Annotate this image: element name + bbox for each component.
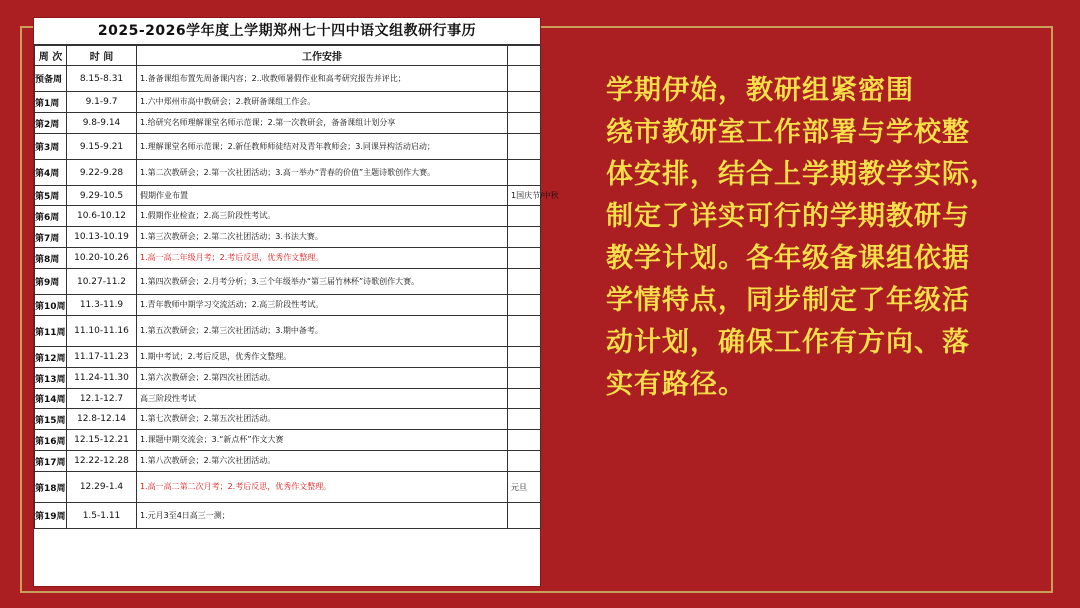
week-cell: 第10周	[35, 295, 67, 316]
note-cell	[508, 66, 541, 92]
date-cell: 10.27-11.2	[67, 269, 137, 295]
schedule-sheet-image	[34, 18, 559, 586]
date-cell: 12.15-12.21	[67, 430, 137, 451]
table-row	[35, 409, 541, 430]
note-cell	[508, 160, 541, 186]
week-cell: 第13周	[35, 368, 67, 389]
date-cell: 10.6-10.12	[67, 206, 137, 227]
task-cell: 1.高一高二第二次月考；2.考后反思，优秀作文整理。	[137, 472, 508, 503]
table-row	[35, 389, 541, 409]
week-cell: 第18周	[35, 472, 67, 503]
task-cell: 假期作业布置	[137, 186, 508, 206]
week-cell: 第19周	[35, 503, 67, 529]
header-task: 工作安排	[137, 46, 508, 66]
date-cell: 12.8-12.14	[67, 409, 137, 430]
date-cell: 11.17-11.23	[67, 347, 137, 368]
task-cell: 1.理解课堂名师示范课；2.新任教师师徒结对及青年教师会；3.同课异构活动启动；	[137, 134, 508, 160]
date-cell: 9.22-9.28	[67, 160, 137, 186]
week-cell: 第14周	[35, 389, 67, 409]
table-row	[35, 347, 541, 368]
table-row	[35, 134, 541, 160]
date-cell: 11.24-11.30	[67, 368, 137, 389]
week-cell: 第17周	[35, 451, 67, 472]
note-cell	[508, 503, 541, 529]
week-cell: 第4周	[35, 160, 67, 186]
task-cell: 1.第八次教研会；2.第六次社团活动。	[137, 451, 508, 472]
note-cell	[508, 430, 541, 451]
paragraph-line: 学期伊始，教研组紧密围	[606, 75, 914, 106]
week-cell: 第5周	[35, 186, 67, 206]
paragraph-line: 体安排，结合上学期教学实际，	[606, 159, 998, 190]
note-cell	[508, 451, 541, 472]
note-cell	[508, 134, 541, 160]
note-cell	[508, 206, 541, 227]
date-cell: 10.13-10.19	[67, 227, 137, 248]
week-cell: 第3周	[35, 134, 67, 160]
task-cell: 1.第三次教研会；2.第二次社团活动；3.书法大赛。	[137, 227, 508, 248]
task-cell: 高三阶段性考试	[137, 389, 508, 409]
date-cell: 1.5-1.11	[67, 503, 137, 529]
note-cell	[508, 316, 541, 347]
note-cell	[508, 295, 541, 316]
task-cell: 1.青年教师中期学习交流活动；2.高三阶段性考试。	[137, 295, 508, 316]
week-cell: 第8周	[35, 248, 67, 269]
note-cell: 元旦	[508, 472, 541, 503]
date-cell: 9.29-10.5	[67, 186, 137, 206]
task-cell: 1.第七次教研会；2.第五次社团活动。	[137, 409, 508, 430]
task-cell: 1.第五次教研会；2.第三次社团活动；3.期中备考。	[137, 316, 508, 347]
date-cell: 9.8-9.14	[67, 113, 137, 134]
date-cell: 10.20-10.26	[67, 248, 137, 269]
date-cell: 12.29-1.4	[67, 472, 137, 503]
date-cell: 8.15-8.31	[67, 66, 137, 92]
task-cell: 1.元月3至4日高三一测；	[137, 503, 508, 529]
week-cell: 第12周	[35, 347, 67, 368]
paragraph-line: 绕市教研室工作部署与学校整	[606, 117, 970, 148]
table-row	[35, 295, 541, 316]
task-cell: 1.高一高二年级月考；2.考后反思，优秀作文整理。	[137, 248, 508, 269]
note-cell	[508, 227, 541, 248]
task-cell: 1.第二次教研会；2.第一次社团活动；3.高一举办“青春的价值”主题诗歌创作大赛。	[137, 160, 508, 186]
date-cell: 11.3-11.9	[67, 295, 137, 316]
week-cell: 第1周	[35, 92, 67, 113]
header-note	[508, 46, 541, 66]
header-week: 周 次	[35, 46, 67, 66]
table-row	[35, 269, 541, 295]
table-header-row	[35, 46, 541, 66]
table-row	[35, 113, 541, 134]
week-cell: 第6周	[35, 206, 67, 227]
task-cell: 1.第六次教研会；2.第四次社团活动。	[137, 368, 508, 389]
task-cell: 1.第四次教研会；2.月考分析；3.三个年级举办“第三届竹林杯”诗歌创作大赛。	[137, 269, 508, 295]
week-cell: 第11周	[35, 316, 67, 347]
task-cell: 1.备备课组布置先周备课内容；2..收教师暑假作业和高考研究报告并评比；	[137, 66, 508, 92]
date-cell: 12.22-12.28	[67, 451, 137, 472]
table-row	[35, 503, 541, 529]
table-row	[35, 248, 541, 269]
paragraph-line: 学情特点，同步制定了年级活	[606, 285, 970, 316]
schedule-table	[34, 45, 559, 529]
table-row	[35, 430, 541, 451]
note-cell	[508, 389, 541, 409]
table-row	[35, 472, 541, 503]
paragraph-line: 动计划，确保工作有方向、落	[606, 327, 970, 358]
date-cell: 12.1-12.7	[67, 389, 137, 409]
note-cell	[508, 368, 541, 389]
note-cell	[508, 113, 541, 134]
table-body	[35, 66, 559, 529]
date-cell: 9.15-9.21	[67, 134, 137, 160]
week-cell: 第9周	[35, 269, 67, 295]
table-row	[35, 92, 541, 113]
task-cell: 1.期中考试；2.考后反思，优秀作文整理。	[137, 347, 508, 368]
week-cell: 第2周	[35, 113, 67, 134]
note-cell	[508, 347, 541, 368]
table-row	[35, 368, 541, 389]
table-row	[35, 66, 541, 92]
task-cell: 1.六中郑州市高中教研会；2.教研备课组工作会。	[137, 92, 508, 113]
week-cell: 第16周	[35, 430, 67, 451]
date-cell: 9.1-9.7	[67, 92, 137, 113]
week-cell: 预备周	[35, 66, 67, 92]
task-cell: 1.给研究名师理解课堂名师示范课；2.第一次教研会，备备课组计划分享	[137, 113, 508, 134]
paragraph-line: 实有路径。	[606, 369, 746, 400]
week-cell: 第15周	[35, 409, 67, 430]
sheet-title: 2025-2026学年度上学期郑州七十四中语文组教研行事历	[34, 18, 540, 45]
table-row	[35, 160, 541, 186]
date-cell: 11.10-11.16	[67, 316, 137, 347]
note-cell	[508, 269, 541, 295]
table-row	[35, 227, 541, 248]
task-cell: 1.假期作业检查；2.高三阶段性考试。	[137, 206, 508, 227]
week-cell: 第7周	[35, 227, 67, 248]
table-row	[35, 206, 541, 227]
header-date: 时 间	[67, 46, 137, 66]
note-cell	[508, 92, 541, 113]
task-cell: 1.课题中期交流会；3.“新点杯”作文大赛	[137, 430, 508, 451]
table-row	[35, 451, 541, 472]
note-cell: 1国庆节/中秋	[508, 186, 541, 206]
table-row	[35, 316, 541, 347]
paragraph-line: 教学计划。各年级备课组依据	[606, 243, 970, 274]
paragraph-line: 制定了详实可行的学期教研与	[606, 201, 970, 232]
note-cell	[508, 409, 541, 430]
summary-paragraph	[606, 70, 1036, 406]
note-cell	[508, 248, 541, 269]
table-row	[35, 186, 541, 206]
